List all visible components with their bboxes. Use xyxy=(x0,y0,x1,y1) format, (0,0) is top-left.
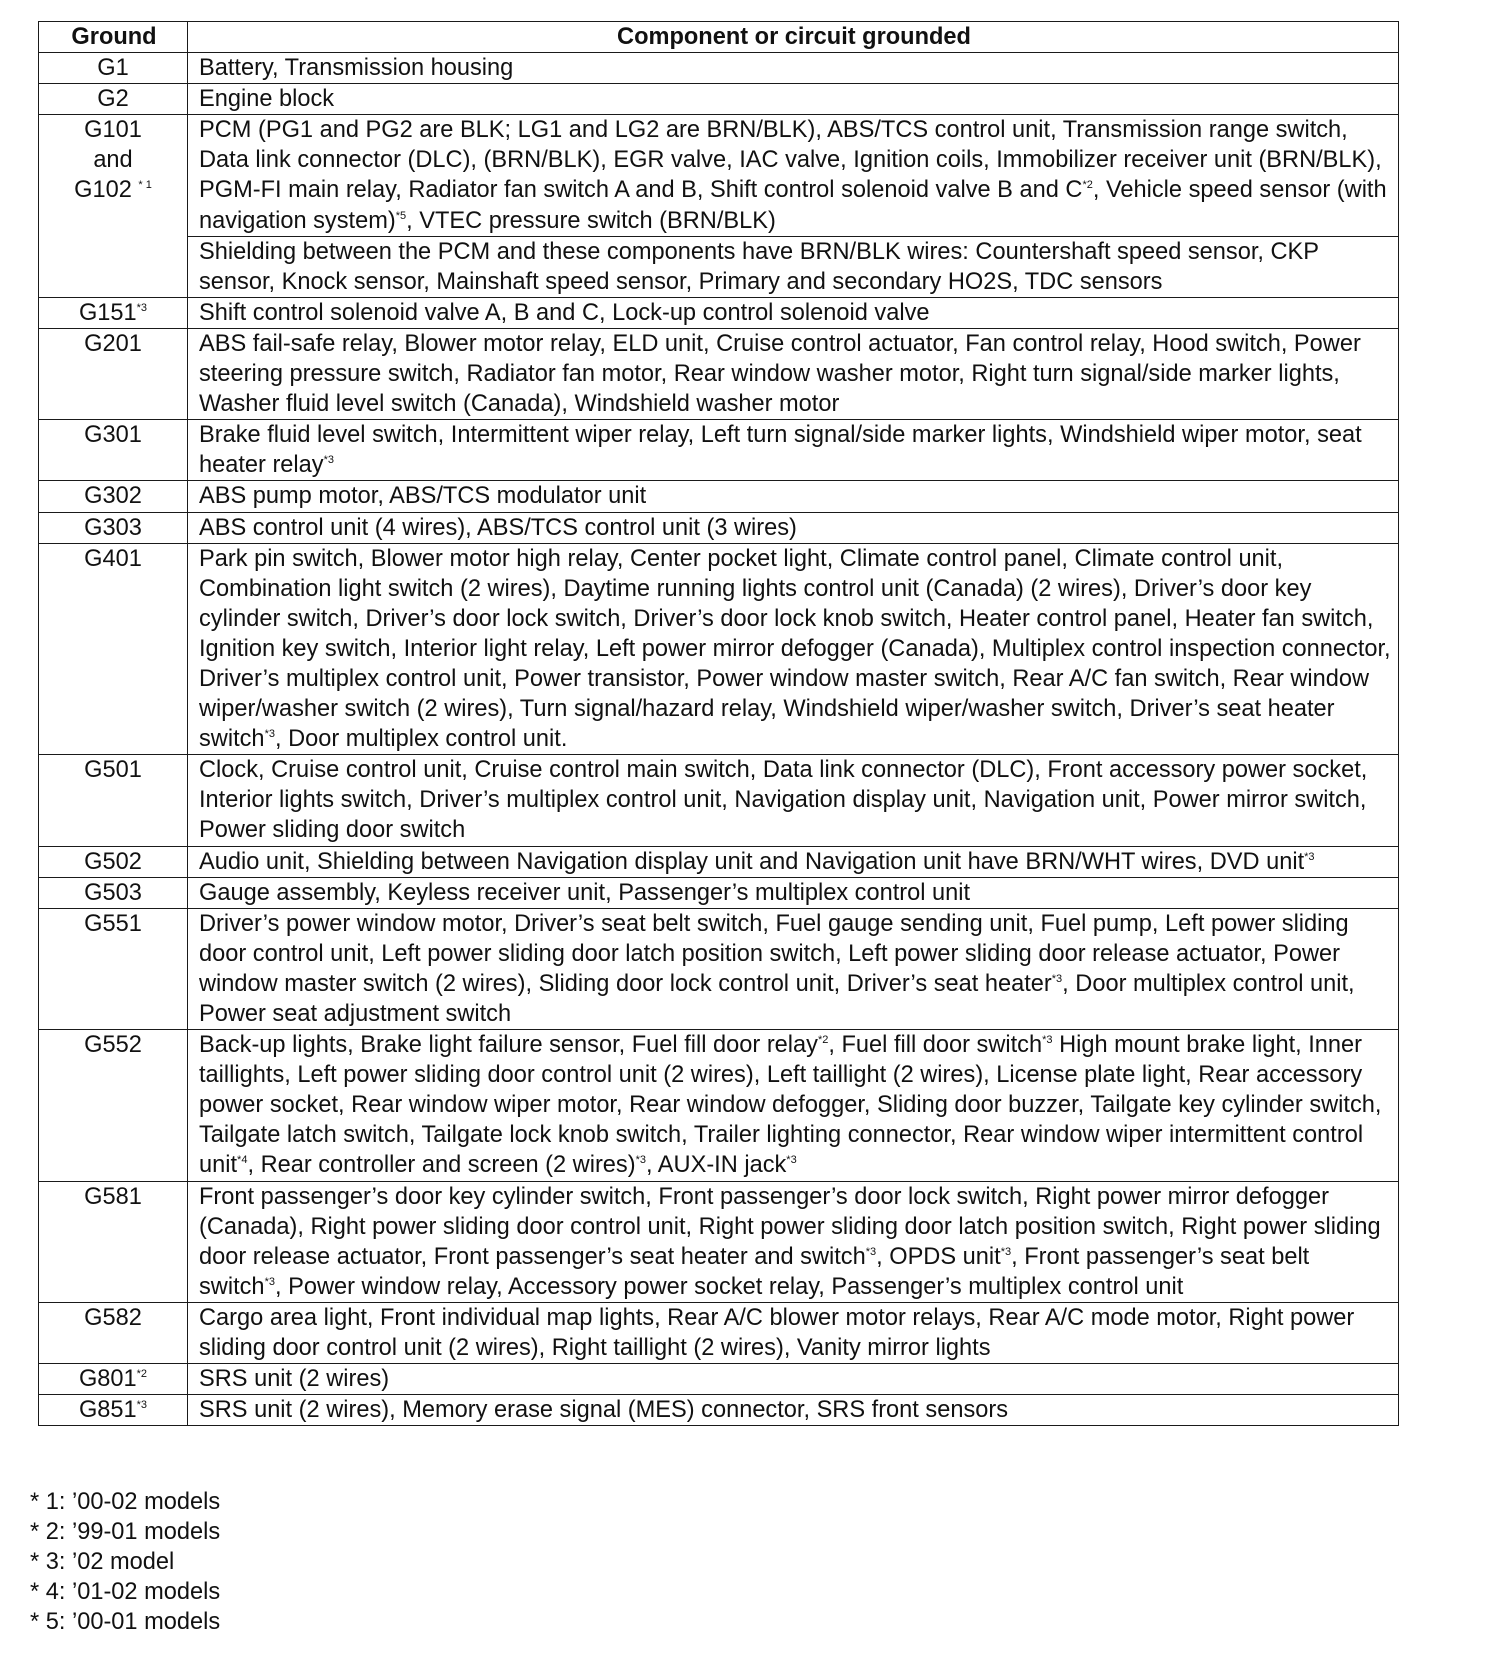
footnote-marker: *3 xyxy=(1304,850,1315,863)
ground-cell: G201 xyxy=(39,328,188,419)
component-cell: Engine block xyxy=(188,84,1399,115)
component-cell: ABS control unit (4 wires), ABS/TCS control unit (3 wires) xyxy=(188,512,1399,543)
component-cell: Battery, Transmission housing xyxy=(188,53,1399,84)
component-cell: PCM (PG1 and PG2 are BLK; LG1 and LG2 are BRN/BLK), ABS/TCS control unit, Transmission range switch, Data link connector (DLC), (BRN/BLK), EGR valve, IAC valve, Ignition coils, Immobilizer receiver unit (BRN/BLK), PGM-FI main relay, Radiator fan switch A and B, Shift control solenoid valve B and $C^{*2}$, Vehicle speed sensor (with navigation system)$^{*5}$, VTEC pressure switch (BRN/BLK) xyxy=(188,115,1399,236)
footnote-item: * 3: ’02 model xyxy=(30,1549,175,1576)
ground-cell: G303 xyxy=(39,512,188,543)
ground-cell: G151$^{*3}$ xyxy=(39,297,188,328)
ground-cell: G503 xyxy=(39,877,188,908)
footnote-item: * 2: ’99-01 models xyxy=(30,1519,221,1546)
footnote-marker: *3 xyxy=(264,1275,275,1288)
table-row xyxy=(39,1364,1399,1395)
footnote-marker: *3 xyxy=(136,1399,148,1412)
footnote-marker: *3 xyxy=(1000,1245,1012,1258)
table-row xyxy=(39,236,1399,297)
component-cell: Park pin switch, Blower motor high relay, Center pocket light, Climate control panel, Climate control unit, Combination light switch (2 wires), Daytime running lights control unit (Canada) (2 wires), Driver’s door key cylinder switch, Driver’s door lock switch, Driver’s door lock knob switch, Heater control panel, Heater fan switch, Ignition key switch, Interior light relay, Left power mirror defogger (Canada), Multiplex control inspection connector, Driver’s multiplex control unit, Power transistor, Power window master switch, Rear A/C fan switch, Rear window wiper/washer switch (2 wires), Turn signal/hazard relay, Windshield wiper/washer switch, Driver’s seat heater switch$^{*3}$, Door multiplex control unit. xyxy=(188,543,1399,755)
footnote-marker: *3 xyxy=(323,454,334,467)
table-row xyxy=(39,543,1399,755)
footnote-marker: *3 xyxy=(865,1245,877,1258)
component-cell: Gauge assembly, Keyless receiver unit, Passenger’s multiplex control unit xyxy=(188,877,1399,908)
header-ground: Ground xyxy=(39,22,188,53)
footnote-marker: *3 xyxy=(136,301,148,314)
table-row xyxy=(39,481,1399,512)
ground-cell xyxy=(39,115,188,236)
table-row xyxy=(39,846,1399,877)
table-row xyxy=(39,512,1399,543)
ground-cell: G551 xyxy=(39,908,188,1029)
ground-table xyxy=(38,21,1399,1426)
table-row xyxy=(39,1302,1399,1363)
ground-cell: G801$^{*2}$ xyxy=(39,1364,188,1395)
component-cell: Brake fluid level switch, Intermittent wiper relay, Left turn signal/side marker lights, Windshield wiper motor, seat heater relay$^{*3}$ xyxy=(188,420,1399,481)
ground-cell: G302 xyxy=(39,481,188,512)
component-cell: Driver’s power window motor, Driver’s seat belt switch, Fuel gauge sending unit, Fuel pump, Left power sliding door control unit, Left power sliding door latch position switch, Left power sliding door release actuator, Power window master switch (2 wires), Sliding door lock control unit, Driver’s seat heater$^{*3}$, Door multiplex control unit, Power seat adjustment switch xyxy=(188,908,1399,1029)
footnote-marker: *3 xyxy=(1042,1034,1053,1047)
ground-label-line: G101 xyxy=(84,117,142,144)
ground-cell: G501 xyxy=(39,755,188,846)
ground-label-line: G102 $^{* 1}$ xyxy=(74,177,152,204)
table-body xyxy=(39,53,1399,1426)
table-header-row xyxy=(39,22,1399,53)
ground-cell: G552 xyxy=(39,1030,188,1181)
component-cell: Back-up lights, Brake light failure sensor, Fuel fill door relay$^{*2}$, Fuel fill door switch$^{*3}$ High mount brake light, Inner taillights, Left power sliding door control unit (2 wires), Left taillight (2 wires), License plate light, Rear accessory power socket, Rear window wiper motor, Rear window defogger, Sliding door buzzer, Tailgate key cylinder switch, Tailgate latch switch, Tailgate lock knob switch, Trailer lighting connector, Rear window wiper intermittent control unit$^{*4}$, Rear controller and screen (2 wires)$^{*3}$, AUX-IN jack$^{*3}$ xyxy=(188,1030,1399,1181)
component-cell: ABS fail-safe relay, Blower motor relay, ELD unit, Cruise control actuator, Fan control relay, Hood switch, Power steering pressure switch, Radiator fan motor, Rear window washer motor, Right turn signal/side marker lights, Washer fluid level switch (Canada), Windshield washer motor xyxy=(188,328,1399,419)
table-row xyxy=(39,84,1399,115)
footnotes xyxy=(30,1487,220,1637)
component-cell: Cargo area light, Front individual map lights, Rear A/C blower motor relays, Rear A/C mode motor, Right power sliding door control unit (2 wires), Right taillight (2 wires), Vanity mirror lights xyxy=(188,1302,1399,1363)
ground-cell: G581 xyxy=(39,1181,188,1302)
footnote-marker: *5 xyxy=(395,209,407,222)
table-row xyxy=(39,1030,1399,1181)
ground-label-line: and xyxy=(93,147,133,174)
ground-cell: G301 xyxy=(39,420,188,481)
table-row xyxy=(39,53,1399,84)
footnote-marker: *3 xyxy=(264,728,275,741)
component-cell: Shielding between the PCM and these components have BRN/BLK wires: Countershaft speed sensor, CKP sensor, Knock sensor, Mainshaft speed sensor, Primary and secondary HO2S, TDC sensors xyxy=(188,236,1399,297)
ground-cell xyxy=(39,236,188,297)
table-row xyxy=(39,877,1399,908)
table-row xyxy=(39,908,1399,1029)
ground-cell: G2 xyxy=(39,84,188,115)
footnote-marker: *2 xyxy=(136,1368,148,1381)
ground-cell: G851$^{*3}$ xyxy=(39,1395,188,1426)
table-row xyxy=(39,328,1399,419)
component-cell: ABS pump motor, ABS/TCS modulator unit xyxy=(188,481,1399,512)
table-row xyxy=(39,755,1399,846)
ground-cell: G401 xyxy=(39,543,188,755)
footnote-item: * 4: ’01-02 models xyxy=(30,1579,221,1606)
footnote-item: * 1: ’00-02 models xyxy=(30,1489,221,1515)
ground-cell: G582 xyxy=(39,1302,188,1363)
component-cell: SRS unit (2 wires) xyxy=(188,1364,1399,1395)
footnote-item: * 5: ’00-01 models xyxy=(30,1609,221,1636)
component-cell: Clock, Cruise control unit, Cruise control main switch, Data link connector (DLC), Front accessory power socket, Interior lights switch, Driver’s multiplex control unit, Navigation display unit, Navigation unit, Power mirror switch, Power sliding door switch xyxy=(188,755,1399,846)
footnote-marker: *4 xyxy=(237,1154,248,1167)
footnote-marker: *3 xyxy=(1051,972,1063,985)
table-row xyxy=(39,420,1399,481)
footnote-marker: *2 xyxy=(817,1034,829,1047)
header-component: Component or circuit grounded xyxy=(188,22,1399,53)
ground-cell: G1 xyxy=(39,53,188,84)
component-cell: Front passenger’s door key cylinder switch, Front passenger’s door lock switch, Right power mirror defogger (Canada), Right power sliding door control unit, Right power sliding door latch position switch, Right power sliding door release actuator, Front passenger’s seat heater and switch$^{*3}$, OPDS unit$^{*3}$, Front passenger’s seat belt switch$^{*3}$, Power window relay, Accessory power socket relay, Passenger’s multiplex control unit xyxy=(188,1181,1399,1302)
ground-cell: G502 xyxy=(39,846,188,877)
component-cell: Audio unit, Shielding between Navigation display unit and Navigation unit have BRN/WHT wires, DVD unit$^{*3}$ xyxy=(188,846,1399,877)
table-row xyxy=(39,115,1399,236)
footnote-marker: *3 xyxy=(635,1154,646,1167)
table-row xyxy=(39,1395,1399,1426)
component-cell: SRS unit (2 wires), Memory erase signal (MES) connector, SRS front sensors xyxy=(188,1395,1399,1426)
footnote-marker: *3 xyxy=(786,1154,797,1167)
footnote-marker: *2 xyxy=(1082,179,1093,192)
footnote-marker: * 1 xyxy=(138,179,152,192)
component-cell: Shift control solenoid valve A, B and C, Lock-up control solenoid valve xyxy=(188,297,1399,328)
table-row xyxy=(39,1181,1399,1302)
table-row xyxy=(39,297,1399,328)
